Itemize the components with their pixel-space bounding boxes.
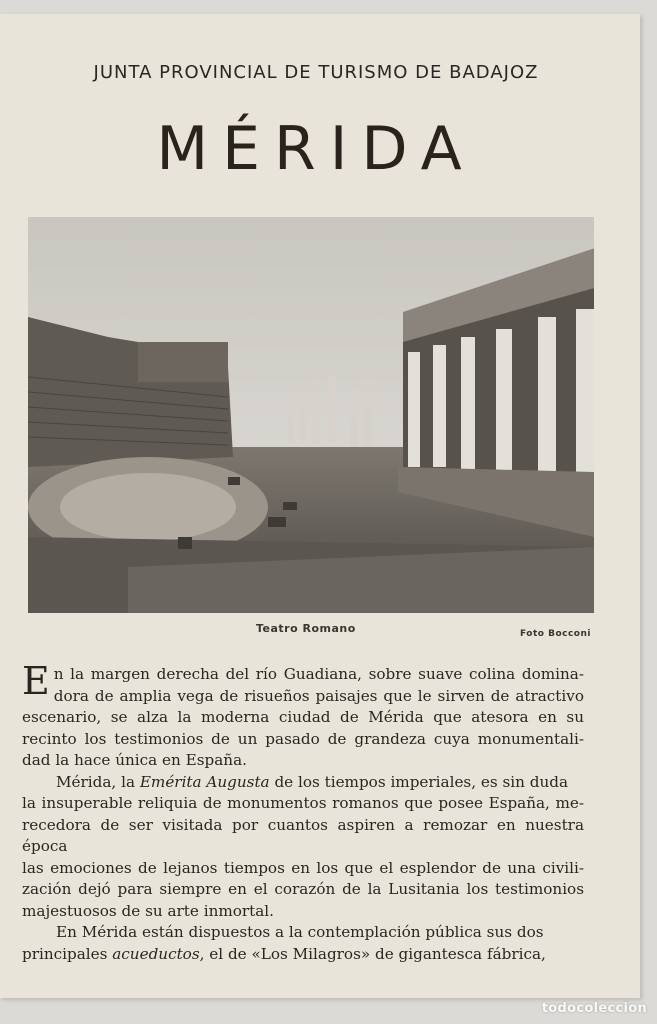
aqueducts-term: acueductos bbox=[112, 944, 200, 963]
page-title: MÉRIDA bbox=[156, 114, 476, 184]
text-line: dora de amplia vega de risueños paisajes que le sirven de atractivo bbox=[53, 686, 584, 705]
text-line: recedora de ser visitada por cuantos aspiren a remozar en nuestra época bbox=[22, 815, 584, 855]
text-line: escenario, se alza la moderna ciudad de Mérida que atesora en su bbox=[22, 708, 584, 726]
photo-credit: Foto Bocconi bbox=[520, 629, 591, 639]
article-body bbox=[22, 659, 584, 965]
text-line: la insuperable reliquia de monumentos romanos que posee España, me- bbox=[22, 794, 584, 812]
text-line: principales acueductos, el de «Los Milagros» de gigantesca fábrica, bbox=[22, 944, 546, 963]
paragraph-1 bbox=[22, 659, 584, 772]
latin-name: Emérita Augusta bbox=[139, 772, 270, 791]
text-line: n la margen derecha del río Guadiana, sobre suave colina domina- bbox=[53, 665, 584, 683]
text-line: Mérida, la Emérita Augusta de los tiempos imperiales, es sin duda bbox=[56, 772, 569, 791]
drop-cap: E bbox=[22, 659, 50, 703]
text-line: zación dejó para siempre en el corazón de la Lusitania los testimonios bbox=[22, 880, 584, 898]
text-line: En Mérida están dispuestos a la contemplación pública sus dos bbox=[56, 923, 544, 941]
watermark: todocoleccion bbox=[541, 1001, 647, 1016]
text-line: recinto los testimonios de un pasado de grandeza cuya monumentali- bbox=[22, 729, 584, 748]
text-line: dad la hace única en España. bbox=[22, 751, 247, 769]
teatro-romano-photo bbox=[28, 217, 594, 613]
paragraph-2 bbox=[22, 772, 584, 923]
text-line: las emociones de lejanos tiempos en los que el esplendor de una civili- bbox=[22, 858, 584, 877]
text-line: majestuosos de su arte inmortal. bbox=[22, 901, 274, 920]
paragraph-3 bbox=[22, 922, 584, 965]
organization-header: JUNTA PROVINCIAL DE TURISMO DE BADAJOZ bbox=[93, 62, 539, 83]
photo-caption: Teatro Romano bbox=[256, 622, 356, 635]
